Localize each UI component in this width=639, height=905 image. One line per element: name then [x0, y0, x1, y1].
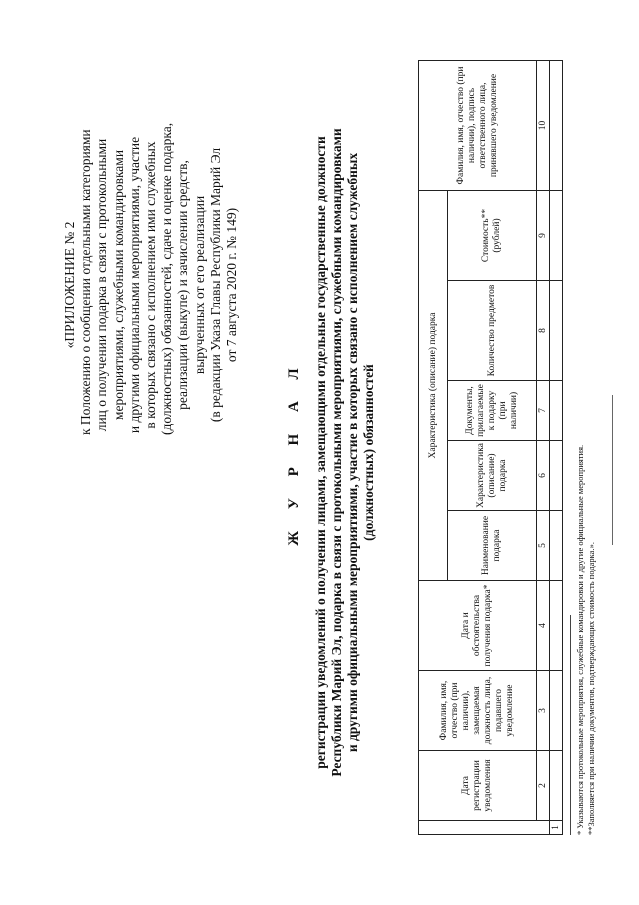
column-number: 2	[537, 751, 550, 821]
appendix-line: вырученных от его реализации	[191, 195, 207, 375]
journal-table	[418, 60, 563, 835]
header-gift-characteristics: Характеристика (описание) подарка	[419, 191, 448, 581]
column-number: 6	[537, 441, 550, 511]
column-number: 9	[537, 191, 550, 281]
empty-cell	[550, 281, 563, 381]
header-circumstances: Дата и обстоятельства получения подарка*	[419, 581, 537, 671]
subtitle-line: (должностных) обязанностей	[361, 364, 376, 541]
column-number: 8	[537, 281, 550, 381]
column-number: 10	[537, 61, 550, 191]
empty-cell	[550, 511, 563, 581]
header-cost: Стоимость** (рублей)	[448, 191, 537, 281]
column-number: 7	[537, 381, 550, 441]
column-number: 1	[550, 821, 563, 835]
header-gift-description: Характеристика (описание) подарка	[448, 441, 537, 511]
row-stub-cell	[419, 821, 550, 835]
appendix-line: в которых связано с исполнением ими служебных	[143, 141, 159, 429]
empty-cell	[550, 61, 563, 191]
appendix-line: (в редакции Указа Главы Республики Марий Эл	[207, 147, 223, 423]
header-item-count: Количество предметов	[448, 281, 537, 381]
appendix-header	[62, 122, 240, 435]
closing-rule	[612, 395, 613, 545]
subtitle-line: регистрации уведомлений о получении лицами, замещающими отдельные государственные должности	[313, 136, 328, 769]
empty-cell	[550, 671, 563, 751]
column-number: 3	[537, 671, 550, 751]
appendix-line: к Положению о сообщении отдельными категориями	[78, 129, 94, 435]
footnote-2: **Заполняется при наличии документов, подтверждающих стоимость подарка.».	[586, 542, 596, 835]
empty-cell	[550, 441, 563, 511]
empty-cell	[550, 581, 563, 671]
empty-cell	[550, 381, 563, 441]
column-number: 5	[537, 511, 550, 581]
header-date: Дата регистрации уведомления	[419, 751, 537, 821]
footnotes	[570, 135, 597, 835]
subtitle-line: и другими официальными мероприятиями, участие в которых связано с исполнением служебных	[345, 152, 360, 753]
empty-cell	[550, 751, 563, 821]
appendix-line: мероприятиями, служебными командировками	[110, 149, 126, 421]
appendix-line: реализации (выкупе) и зачислении средств,	[175, 160, 191, 410]
journal-subtitle	[313, 100, 377, 805]
appendix-line: (должностных) обязанностей, сдаче и оценке подарка,	[159, 122, 175, 435]
appendix-line: «ПРИЛОЖЕНИЕ № 2	[62, 221, 77, 349]
footnote-rule	[570, 615, 571, 835]
journal-title: Ж У Р Н А Л	[286, 359, 302, 546]
header-gift-name: Наименование подарка	[448, 511, 537, 581]
header-responsible: Фамилия, имя, отчество (при наличии), подпись ответственного лица, принявшего уведомление	[419, 61, 537, 191]
appendix-line: лиц о получении подарка в связи с протокольными	[94, 138, 110, 432]
header-gift-documents: Документы, прилагаемые к подарку (при наличии)	[448, 381, 537, 441]
appendix-line: от 7 августа 2020 г. № 149)	[224, 207, 240, 363]
footnote-1: * Указываются протокольные мероприятия, служебные командировки и другие официальные мероприятия.	[575, 444, 585, 835]
appendix-line: и другими официальными мероприятиями, участие	[126, 136, 142, 434]
column-number: 4	[537, 581, 550, 671]
subtitle-line: Республики Марий Эл, подарка в связи с протокольными мероприятиями, служебными командировками	[329, 128, 344, 777]
empty-cell	[550, 191, 563, 281]
header-fio: Фамилия, имя, отчество (при наличии), замещаемая должность лица, подавшего уведомление	[419, 671, 537, 751]
